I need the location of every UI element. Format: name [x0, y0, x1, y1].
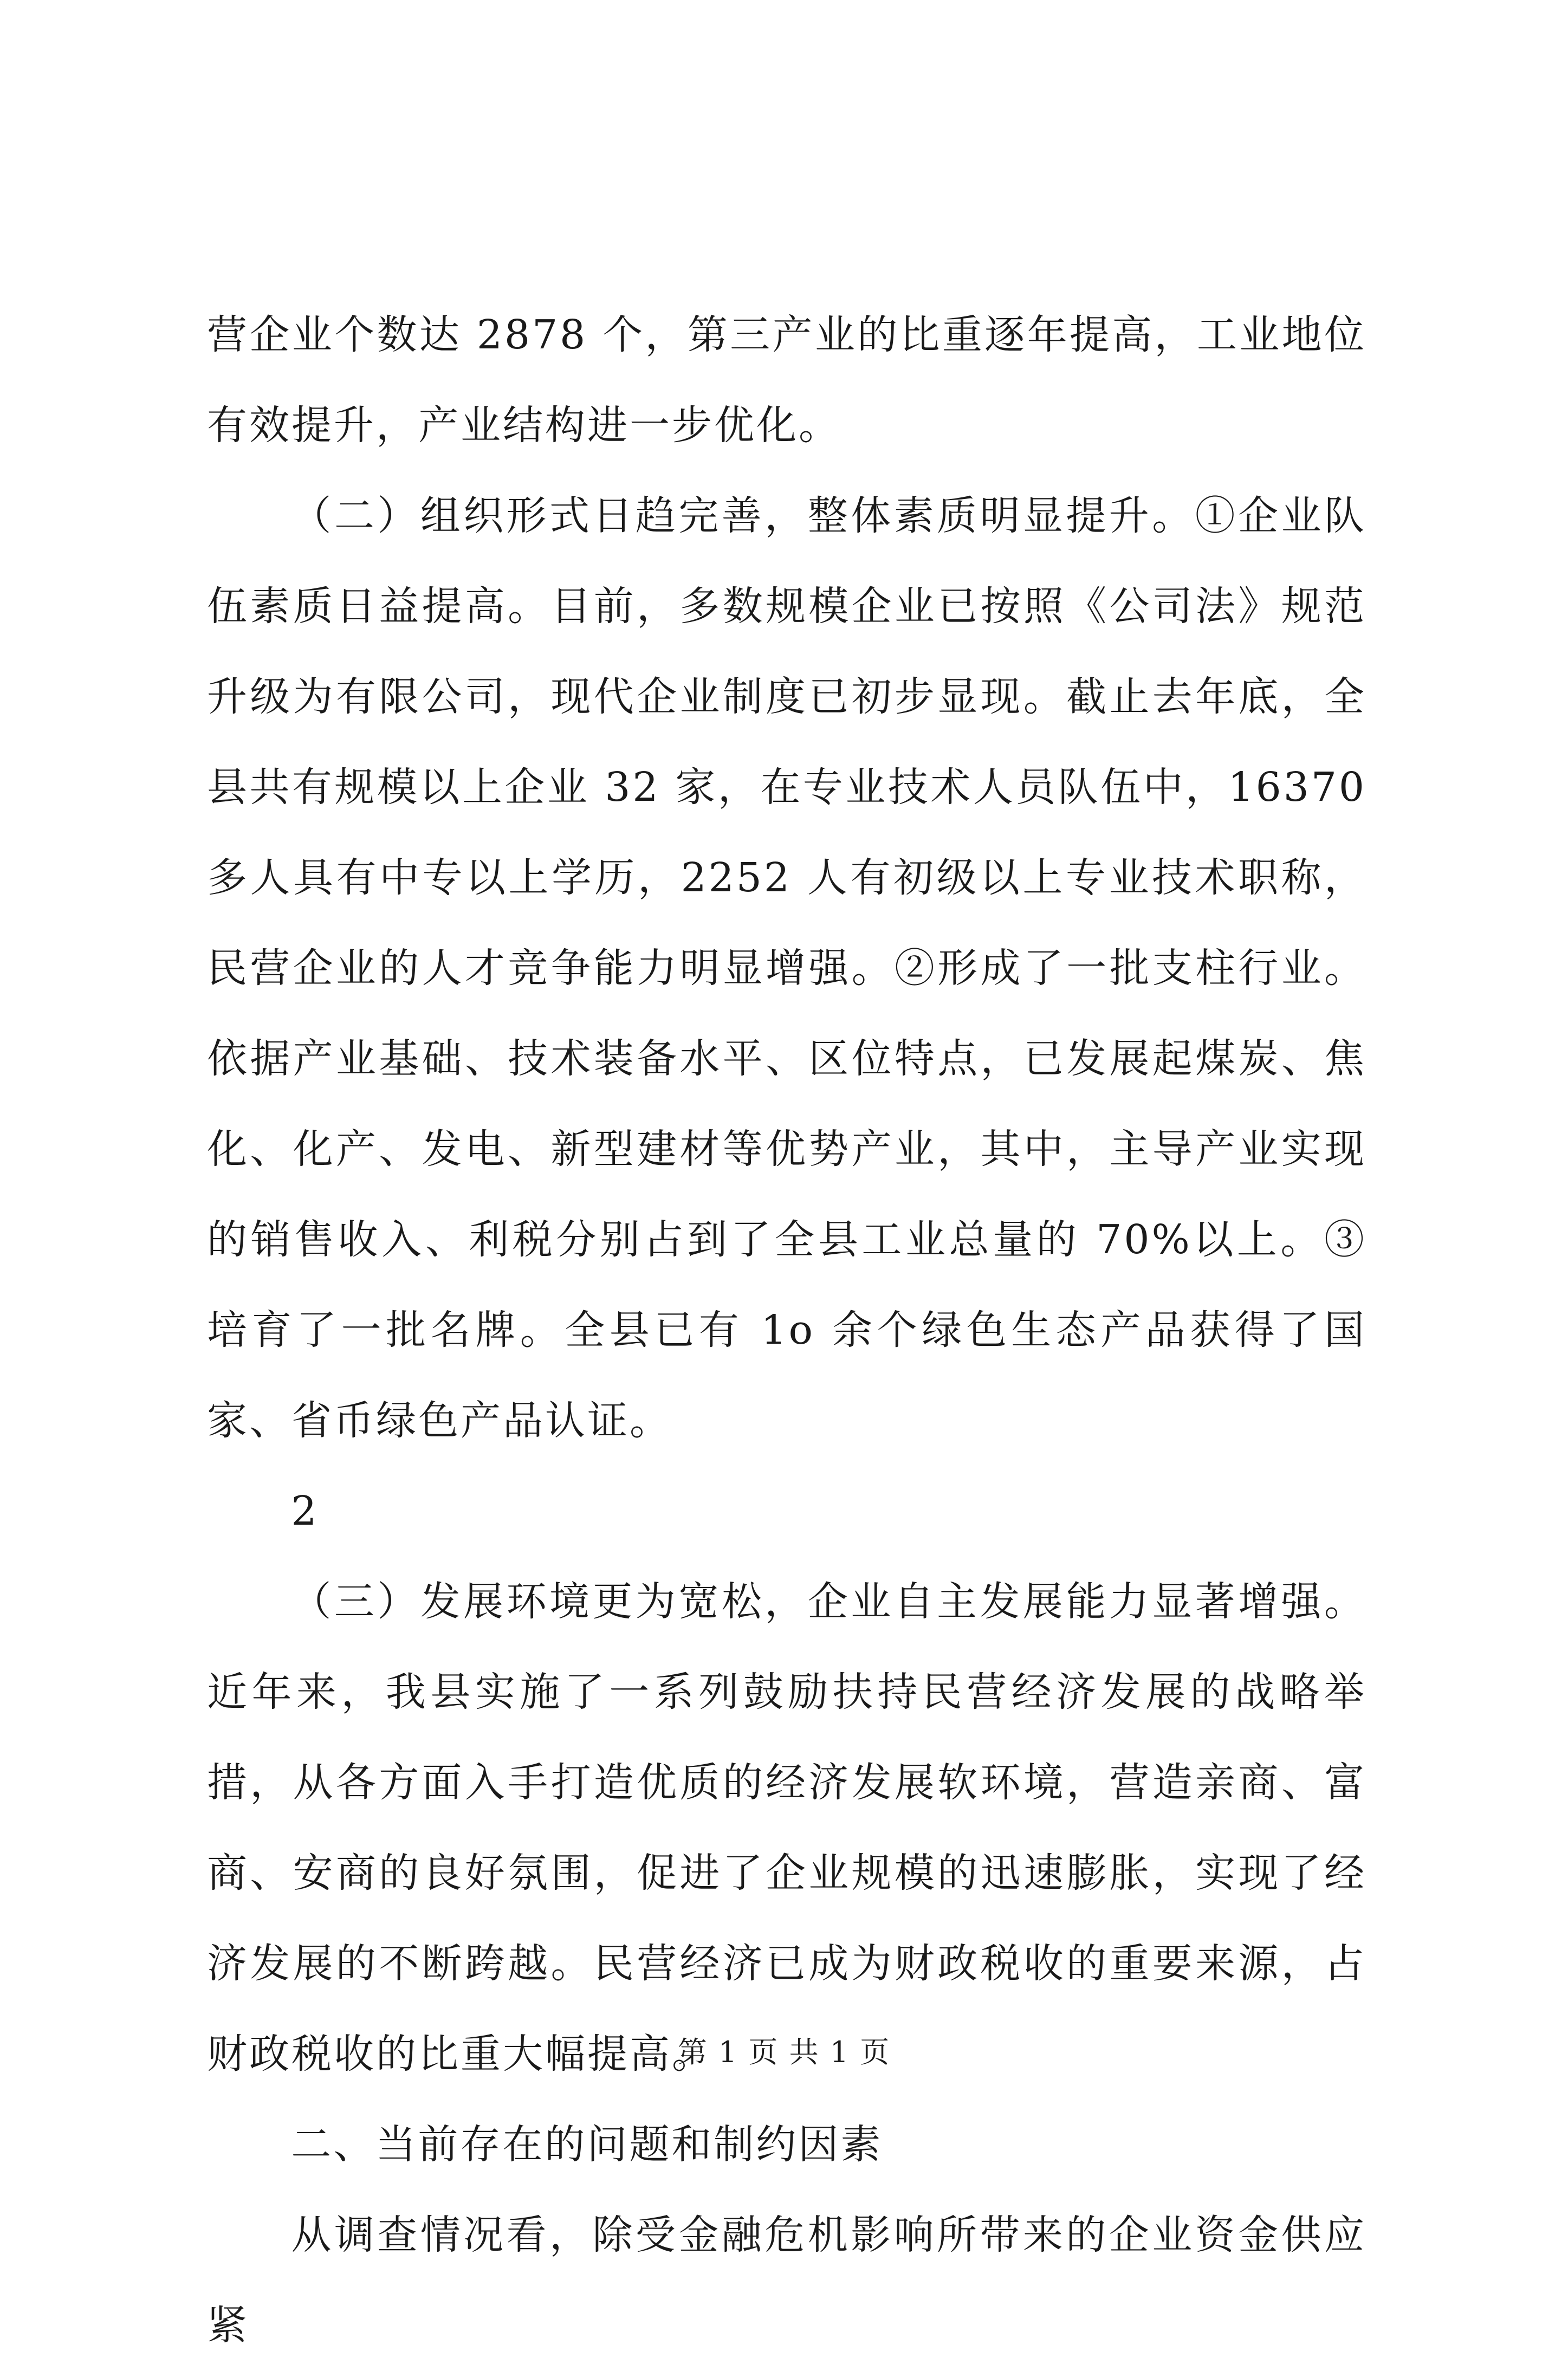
- inline-page-number: 2: [291, 1488, 319, 1534]
- page-footer: 第 1 页 共 1 页: [677, 2035, 891, 2069]
- paragraph-continuation: 营企业个数达 2878 个，第三产业的比重逐年提高，工业地位有效提升，产业结构进一步优化。: [207, 312, 1366, 449]
- section-heading-problems: 二、当前存在的问题和制约因素: [291, 2121, 883, 2168]
- paragraph-survey: 从调查情况看，除受金融危机影响所带来的企业资金供应紧: [207, 2212, 1366, 2349]
- paragraph-section-2: （二）组织形式日趋完善，整体素质明显提升。①企业队伍素质日益提高。目前，多数规模企业已按照《公司法》规范升级为有限公司，现代企业制度已初步显现。截止去年底，全县共有规模以上企业 32 家，在专业技术人员队伍中，16370 多人具有中专以上学历，2252 人有初级以上专业技术职称，民营企业的人才竞争能力明显增强。②形成了一批支柱行业。依据产业基础、技术装备水平、区位特点，已发展起煤炭、焦化、化产、发电、新型建材等优势产业，其中，主导产业实现的销售收入、利税分别占到了全县工业总量的 70%以上。③培育了一批名牌。全县已有 1o 余个绿色生态产品获得了国家、省币绿色产品认证。: [207, 493, 1366, 1444]
- paragraph-section-3: （三）发展环境更为宽松，企业自主发展能力显著增强。近年来，我县实施了一系列鼓励扶持民营经济发展的战略举措，从各方面入手打造优质的经济发展软环境，营造亲商、富商、安商的良好氛围，促进了企业规模的迅速膨胀，实现了经济发展的不断跨越。民营经济已成为财政税收的重要来源，占财政税收的比重大幅提高。: [207, 1578, 1366, 2077]
